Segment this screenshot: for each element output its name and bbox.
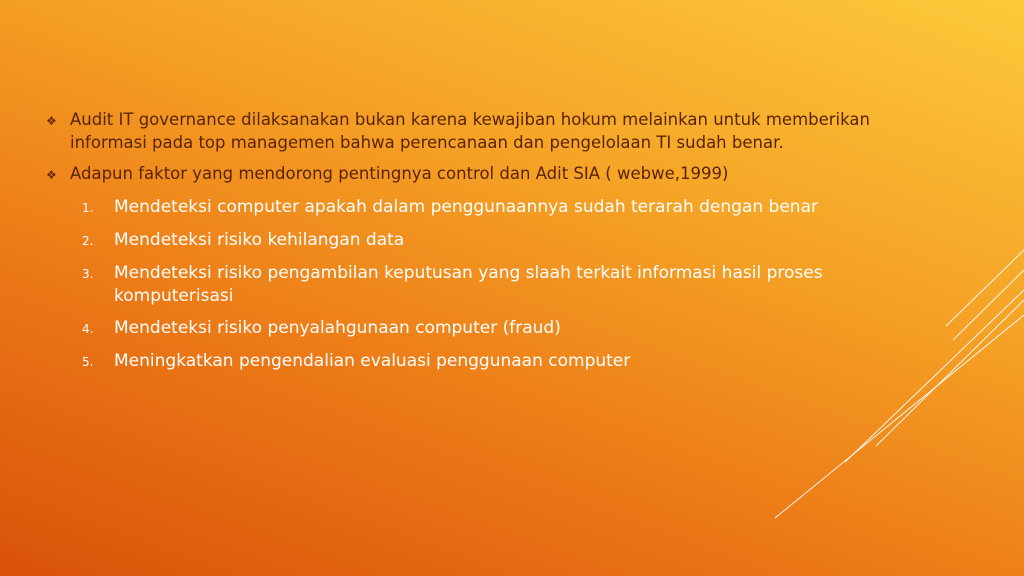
item-number: 2. (82, 234, 94, 248)
numbered-item (82, 196, 926, 220)
bullet-text: Audit IT governance dilaksanakan bukan karena kewajiban hokum melainkan untuk memberikan informasi pada top managemen bahwa perencanaan dan pengelolaan TI sudah benar. (70, 110, 870, 152)
bullet-item (46, 108, 926, 154)
item-text: Mendeteksi risiko pengambilan keputusan yang slaah terkait informasi hasil proses komputerisasi (114, 263, 823, 306)
bullet-text: Adapun faktor yang mendorong pentingnya control dan Adit SIA ( webwe,1999) (70, 164, 729, 183)
bullet-item (46, 162, 926, 188)
numbered-item (82, 350, 926, 374)
numbered-item (82, 229, 926, 253)
numbered-list (82, 196, 926, 374)
numbered-item (82, 317, 926, 341)
item-number: 1. (82, 201, 94, 215)
numbered-item (82, 262, 926, 308)
item-text: Mendeteksi risiko kehilangan data (114, 230, 405, 250)
deco-line-2 (953, 270, 1024, 340)
item-number: 3. (82, 267, 94, 281)
item-number: 4. (82, 322, 94, 336)
item-text: Meningkatkan pengendalian evaluasi penggunaan computer (114, 351, 631, 371)
diamond-bullet-icon: ❖ (46, 114, 57, 128)
deco-line-1 (946, 250, 1024, 326)
slide-content (46, 108, 926, 383)
item-text: Mendeteksi computer apakah dalam penggunaannya sudah terarah dengan benar (114, 197, 818, 217)
item-text: Mendeteksi risiko penyalahgunaan computer (fraud) (114, 318, 561, 338)
item-number: 5. (82, 355, 94, 369)
diamond-bullet-icon: ❖ (46, 168, 57, 182)
